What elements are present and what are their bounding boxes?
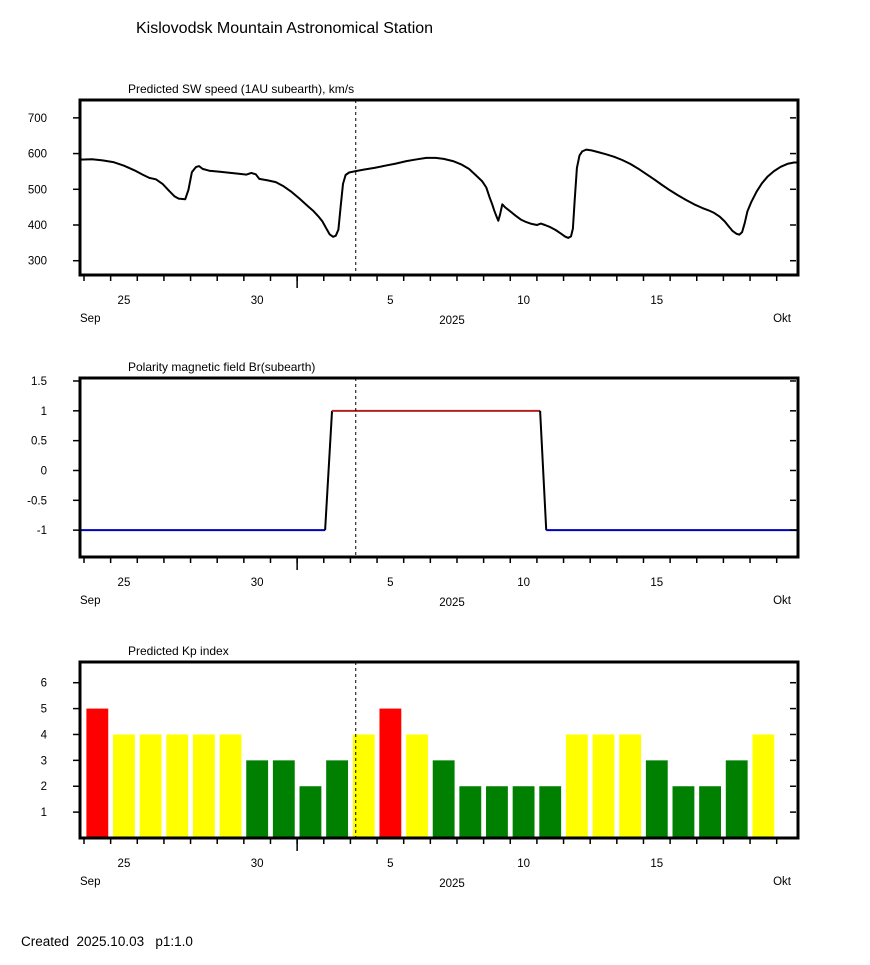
created-footer: Created 2025.10.03 p1:1.0 [21,934,193,949]
y-tick-label: 600 [27,148,47,161]
kp-bar-day-34 [353,734,375,838]
x-tick-label: 15 [650,577,664,589]
y-tick-label: 1 [40,807,47,820]
x-tick-label: 30 [250,858,264,870]
kp-bar-day-26 [140,734,162,838]
x-tick-label: 5 [387,577,394,589]
month-label-right: Okt [773,876,791,888]
kp-bar-day-42 [566,734,588,838]
kp-bar-day-41 [539,786,561,838]
x-tick-label: 25 [117,577,131,589]
kp-bar-day-29 [220,734,242,838]
month-label-right: Okt [773,313,791,325]
kp-bar-day-39 [486,786,508,838]
kp-bar-day-28 [193,734,215,838]
y-tick-label: 300 [27,255,47,268]
y-tick-label: 6 [40,677,47,690]
chart-title: Predicted Kp index [128,644,229,658]
month-label-right: Okt [773,595,791,607]
y-tick-label: 700 [27,112,47,125]
kp-bar-day-30 [246,760,268,838]
y-tick-label: 0.5 [31,435,47,448]
plot-border [80,100,798,275]
page-title: Kislovodsk Mountain Astronomical Station [136,20,434,37]
x-tick-label: 5 [387,858,394,870]
year-label: 2025 [439,878,465,890]
kp-bar-day-24 [86,709,108,838]
y-tick-label: 5 [40,703,47,716]
kp-bar-day-47 [699,786,721,838]
chart-polarity [27,360,798,609]
kp-bar-day-45 [646,760,668,838]
x-tick-label: 10 [517,295,530,307]
year-label: 2025 [439,597,465,609]
month-label-left: Sep [80,313,101,325]
x-tick-label: 15 [650,295,664,307]
month-label-left: Sep [80,595,101,607]
y-tick-label: -0.5 [27,495,47,508]
kp-bar-day-25 [113,734,135,838]
kp-bar-day-27 [166,734,188,838]
kp-bar-day-40 [513,786,535,838]
sw-speed-curve [80,150,798,238]
y-tick-label: 1 [40,405,47,418]
chart-title: Polarity magnetic field Br(subearth) [128,360,316,374]
x-tick-label: 30 [250,577,264,589]
kp-bar-day-31 [273,760,295,838]
y-tick-label: 3 [40,755,47,768]
kp-bar-day-43 [593,734,615,838]
x-tick-label: 25 [117,858,131,870]
y-tick-label: 4 [40,729,47,742]
kp-bar-day-32 [300,786,322,838]
x-tick-label: 15 [650,858,664,870]
chart-title: Predicted SW speed (1AU subearth), km/s [128,82,355,96]
x-tick-label: 10 [517,858,530,870]
y-tick-label: 400 [27,220,47,232]
y-tick-label: 0 [40,465,47,478]
polarity-transition [325,411,332,530]
kp-bar-day-35 [379,709,401,838]
kp-bar-day-48 [726,760,748,838]
y-tick-label: 2 [40,781,47,794]
kp-bar-day-37 [433,760,455,838]
chart-sw-speed [28,82,798,327]
month-label-left: Sep [80,876,101,888]
x-tick-label: 30 [250,295,264,307]
kp-bar-day-49 [752,734,774,838]
kp-bar-day-46 [673,786,695,838]
x-tick-label: 5 [387,295,394,307]
year-label: 2025 [439,315,465,327]
kp-bar-day-33 [326,760,348,838]
kp-bar-day-44 [619,734,641,838]
x-tick-label: 10 [517,577,530,589]
x-tick-label: 25 [117,295,131,307]
y-tick-label: 500 [27,184,47,197]
y-tick-label: -1 [36,525,47,538]
kp-bar-day-38 [459,786,481,838]
polarity-transition [540,411,546,530]
y-tick-label: 1.5 [31,375,47,388]
kp-bar-day-36 [406,734,428,838]
chart-kp-index [41,644,798,890]
